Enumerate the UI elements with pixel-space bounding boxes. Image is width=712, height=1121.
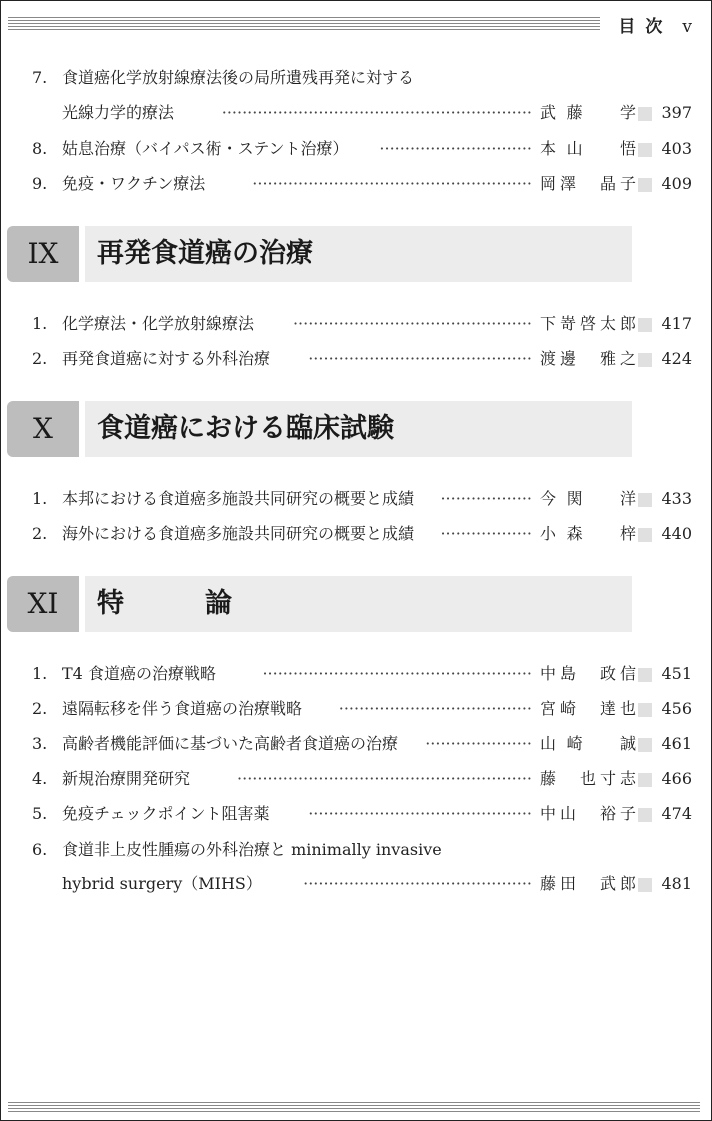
entry-title: 高齢者機能評価に基づいた高齢者食道癌の治療 [62, 734, 399, 753]
entry-author: 小森 梓 [540, 524, 636, 543]
page-marker [638, 178, 652, 192]
toc-entry[interactable] [32, 522, 692, 546]
page-marker [638, 318, 652, 332]
leader-dots: ············································ [308, 349, 532, 368]
entry-title: 食道非上皮性腫瘍の外科治療と minimally invasive [62, 840, 442, 859]
entry-title: 食道癌化学放射線療法後の局所遺残再発に対する [62, 68, 415, 87]
header-rule [8, 17, 600, 33]
page-marker [638, 668, 652, 682]
page-marker [638, 353, 652, 367]
toc-entry[interactable] [32, 137, 692, 161]
section-heading [7, 576, 632, 632]
header-page-number: v [682, 17, 692, 37]
section-title: 再発食道癌の治療 [97, 238, 313, 269]
entry-page-number: 397 [661, 103, 692, 122]
toc-entry[interactable] [32, 487, 692, 511]
entry-title: 海外における食道癌多施設共同研究の概要と成績 [62, 524, 415, 543]
entry-author: 中山 裕子 [540, 804, 636, 823]
entry-page-number: 481 [661, 874, 692, 893]
entry-title: 化学療法・化学放射線療法 [62, 314, 255, 333]
leader-dots: ············································· [303, 874, 532, 893]
toc-entry[interactable] [32, 172, 692, 196]
entry-number: 1. [32, 314, 48, 333]
entry-author: 今関 洋 [540, 489, 636, 508]
section-title: 食道癌における臨床試験 [97, 413, 394, 444]
leader-dots: ·························································· [237, 769, 532, 788]
toc-entry[interactable] [32, 802, 692, 826]
entry-title: hybrid surgery（MIHS） [62, 874, 262, 893]
entry-page-number: 451 [661, 664, 692, 683]
section-number: X [7, 401, 79, 457]
entry-title: 再発食道癌に対する外科治療 [62, 349, 271, 368]
page-marker [638, 738, 652, 752]
leader-dots: ····················· [425, 734, 532, 753]
entry-number: 1. [32, 489, 48, 508]
entry-title: 新規治療開発研究 [62, 769, 191, 788]
page-marker [638, 107, 652, 121]
page-marker [638, 493, 652, 507]
entry-number: 4. [32, 769, 48, 788]
entry-author: 武藤 学 [540, 103, 636, 122]
entry-page-number: 433 [661, 489, 692, 508]
entry-author: 藤田 武郎 [540, 874, 636, 893]
toc-entry[interactable] [32, 347, 692, 371]
entry-number: 2. [32, 699, 48, 718]
leader-dots: ··············································· [292, 314, 532, 333]
entry-author: 中島 政信 [540, 664, 636, 683]
entry-page-number: 409 [661, 174, 692, 193]
entry-number: 9. [32, 174, 48, 193]
page-marker [638, 528, 652, 542]
toc-entry[interactable] [32, 101, 692, 125]
toc-entry[interactable] [32, 662, 692, 686]
leader-dots: ·················· [440, 524, 532, 543]
section-heading [7, 226, 632, 282]
entry-author: 藤 也寸志 [540, 769, 636, 788]
toc-entry[interactable] [32, 767, 692, 791]
entry-page-number: 474 [661, 804, 692, 823]
leader-dots: ····················································· [262, 664, 532, 683]
entry-page-number: 403 [661, 139, 692, 158]
toc-entry[interactable] [32, 66, 692, 90]
leader-dots: ····························································· [221, 103, 532, 122]
entry-title: 本邦における食道癌多施設共同研究の概要と成績 [62, 489, 415, 508]
toc-entry[interactable] [32, 838, 692, 862]
toc-entry[interactable] [32, 697, 692, 721]
entry-number: 8. [32, 139, 48, 158]
entry-number: 6. [32, 840, 48, 859]
entry-number: 2. [32, 349, 48, 368]
toc-entry[interactable] [32, 872, 692, 896]
entry-page-number: 417 [661, 314, 692, 333]
page-marker [638, 703, 652, 717]
leader-dots: ······················································· [252, 174, 532, 193]
leader-dots: ·················· [440, 489, 532, 508]
leader-dots: ······························ [379, 139, 532, 158]
entry-title: 免疫・ワクチン療法 [62, 174, 206, 193]
toc-entry[interactable] [32, 732, 692, 756]
entry-number: 2. [32, 524, 48, 543]
leader-dots: ············································ [308, 804, 532, 823]
entry-page-number: 456 [661, 699, 692, 718]
footer-rule [8, 1102, 700, 1114]
entry-author: 山崎 誠 [540, 734, 636, 753]
entry-author: 本山 悟 [540, 139, 636, 158]
entry-title: T4 食道癌の治療戦略 [62, 664, 216, 683]
section-number: XI [7, 576, 79, 632]
page-marker [638, 878, 652, 892]
entry-title: 遠隔転移を伴う食道癌の治療戦略 [62, 699, 303, 718]
section-title: 特 論 [97, 588, 232, 619]
entry-author: 岡澤 晶子 [540, 174, 636, 193]
entry-title: 光線力学的療法 [62, 103, 175, 122]
entry-author: 渡邊 雅之 [540, 349, 636, 368]
toc-entry[interactable] [32, 312, 692, 336]
entry-number: 1. [32, 664, 48, 683]
header-section: 目次 [618, 17, 673, 37]
page-marker [638, 143, 652, 157]
running-header [618, 12, 692, 37]
entry-page-number: 466 [661, 769, 692, 788]
entry-page-number: 461 [661, 734, 692, 753]
page-marker [638, 808, 652, 822]
entry-author: 宮崎 達也 [540, 699, 636, 718]
entry-page-number: 440 [661, 524, 692, 543]
section-number: IX [7, 226, 79, 282]
entry-number: 7. [32, 68, 48, 87]
page-marker [638, 773, 652, 787]
entry-title: 免疫チェックポイント阻害薬 [62, 804, 270, 823]
entry-title: 姑息治療（バイパス術・ステント治療） [62, 139, 349, 158]
entry-author: 下嵜啓太郎 [540, 314, 636, 333]
leader-dots: ······································ [338, 699, 532, 718]
entry-number: 5. [32, 804, 48, 823]
section-heading [7, 401, 632, 457]
entry-number: 3. [32, 734, 48, 753]
entry-page-number: 424 [661, 349, 692, 368]
